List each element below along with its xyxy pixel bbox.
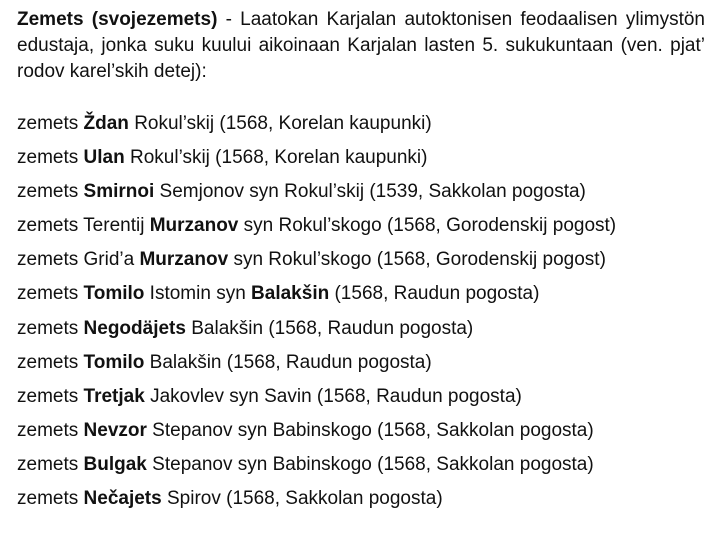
entry-text: (1568, Raudun pogosta) bbox=[329, 283, 540, 305]
entry-name: Tretjak bbox=[83, 385, 145, 407]
entry-name: Smirnoi bbox=[83, 181, 155, 203]
entry-text: Spirov (1568, Sakkolan pogosta) bbox=[161, 488, 443, 510]
entry-text: zemets Grid’a bbox=[17, 249, 140, 271]
entry-text: syn Rokul’skogo (1568, Gorodenskij pogost) bbox=[228, 249, 606, 271]
list-item bbox=[17, 312, 705, 346]
list-item bbox=[17, 209, 705, 243]
entry-text: Semjonov syn Rokul’skij (1539, Sakkolan pogosta) bbox=[154, 181, 586, 203]
list-item bbox=[17, 346, 705, 380]
entry-name: Balakšin bbox=[251, 283, 330, 305]
entry-name: Nevzor bbox=[83, 419, 147, 441]
entry-text: Balakšin (1568, Raudun pogosta) bbox=[185, 317, 474, 339]
entry-text: zemets bbox=[17, 181, 84, 203]
entry-text: zemets bbox=[17, 351, 84, 373]
intro-text: - Laatokan Karjalan autoktonisen feodaalisen ylimystön edustaja, jonka suku kuului aikoinaan Karjalan lasten 5. sukukuntaan (ven. pjat’ rodov karel’skih detej): bbox=[17, 9, 705, 82]
entry-text: Rokul’skij (1568, Korelan kaupunki) bbox=[124, 147, 428, 169]
entry-text: Balakšin (1568, Raudun pogosta) bbox=[144, 351, 432, 373]
entry-text: zemets bbox=[17, 419, 84, 441]
entry-text: Jakovlev syn Savin (1568, Raudun pogosta) bbox=[144, 385, 522, 407]
entry-text: zemets bbox=[17, 147, 84, 169]
entry-text: zemets bbox=[17, 113, 84, 134]
entry-text: zemets bbox=[17, 385, 84, 407]
entry-name: Tomilo bbox=[83, 283, 145, 305]
entry-text: zemets bbox=[17, 488, 84, 510]
intro-term: Zemets (svojezemets) bbox=[17, 9, 218, 30]
list-item bbox=[17, 448, 705, 482]
list-item bbox=[17, 414, 705, 448]
entry-name: Murzanov bbox=[139, 249, 229, 271]
entry-text: zemets bbox=[17, 283, 84, 305]
entry-name: Negodäjets bbox=[83, 317, 186, 339]
list-item bbox=[17, 482, 705, 516]
list-item bbox=[17, 107, 705, 141]
entry-text: Stepanov syn Babinskogo (1568, Sakkolan pogosta) bbox=[146, 453, 594, 475]
list-item bbox=[17, 175, 705, 209]
entry-name: Ždan bbox=[83, 113, 129, 134]
list-item bbox=[17, 277, 705, 311]
intro-paragraph bbox=[17, 7, 705, 85]
entry-text: Stepanov syn Babinskogo (1568, Sakkolan pogosta) bbox=[146, 419, 594, 441]
list-item bbox=[17, 380, 705, 414]
document-slide bbox=[17, 7, 705, 516]
entry-text: zemets Terentij bbox=[17, 215, 150, 237]
entry-name: Ulan bbox=[83, 147, 125, 169]
list-item bbox=[17, 243, 705, 277]
entry-text: zemets bbox=[17, 317, 84, 339]
entry-name: Tomilo bbox=[83, 351, 145, 373]
entry-name: Bulgak bbox=[83, 453, 147, 475]
zemets-list bbox=[17, 107, 705, 516]
entry-text: syn Rokul’skogo (1568, Gorodenskij pogost) bbox=[238, 215, 617, 237]
list-item bbox=[17, 141, 705, 175]
entry-text: zemets bbox=[17, 453, 84, 475]
entry-text: Istomin syn bbox=[144, 283, 252, 305]
entry-text: Rokul’skij (1568, Korelan kaupunki) bbox=[128, 113, 432, 134]
entry-name: Nečajets bbox=[83, 488, 162, 510]
entry-name: Murzanov bbox=[149, 215, 239, 237]
